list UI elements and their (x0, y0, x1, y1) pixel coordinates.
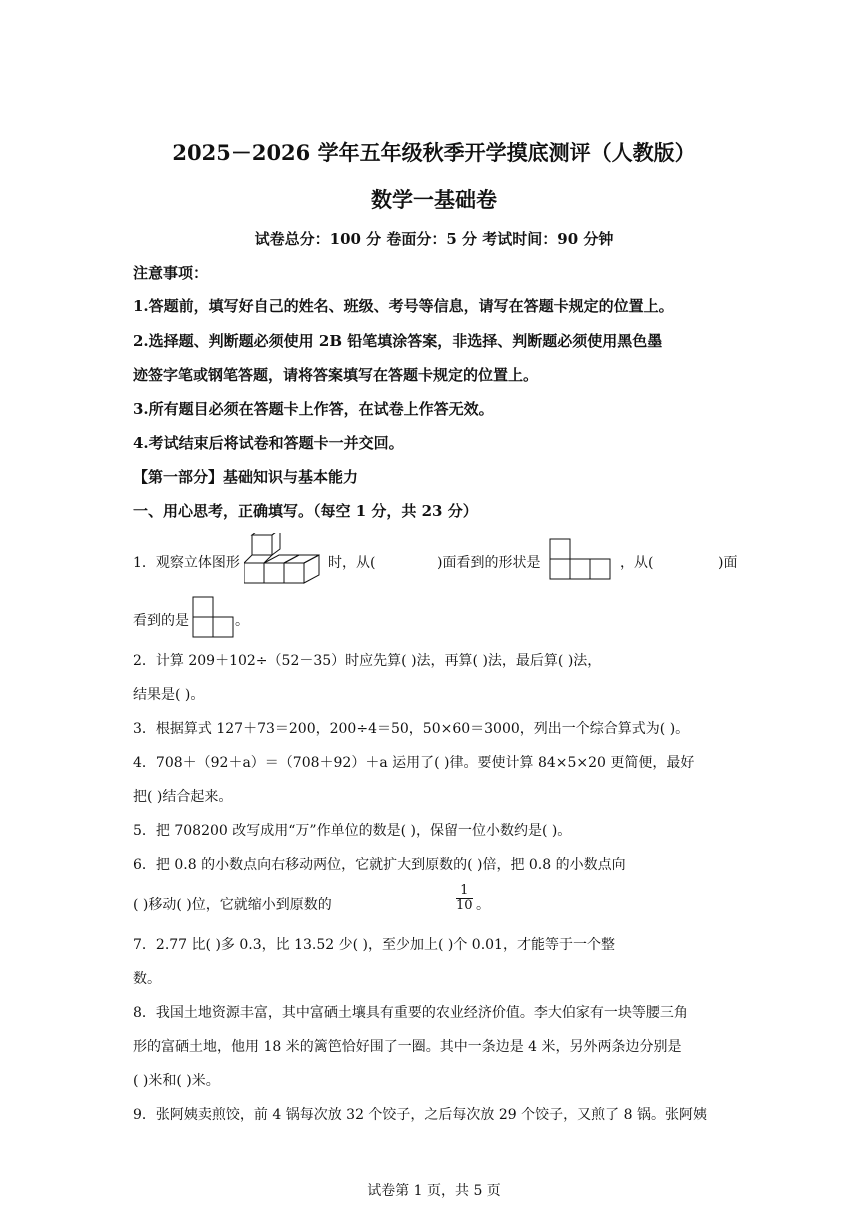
fraction-denominator: 10 (456, 898, 473, 913)
question-line: 形的富硒土地，他用 18 米的篱笆恰好围了一圈。其中一条边是 4 米，另外两条边分别是 (133, 1039, 682, 1055)
page-footer: 试卷第 1 页，共 5 页 (367, 1183, 501, 1199)
q1-text: )面看到的形状是 (437, 555, 541, 571)
question-line: 2．计算 209＋102÷（52－35）时应先算( )法，再算( )法，最后算( )法， (133, 653, 602, 669)
question-line: 5．把 708200 改写成用“万”作单位的数是( )，保留一位小数约是( )。 (133, 823, 572, 839)
fraction-numerator: 1 (456, 884, 473, 899)
exam-meta: 试卷总分：100 分 卷面分：5 分 考试时间：90 分钟 (254, 230, 614, 248)
question-line: 7．2.77 比( )多 0.3，比 13.52 少( )，至少加上( )个 0.01，才能等于一个整 (133, 937, 615, 953)
cube-solid-figure (244, 533, 328, 585)
page-subtitle: 数学一基础卷 (371, 187, 497, 212)
note-item: 1.答题前，填写好自己的姓名、班级、考号等信息，请写在答题卡规定的位置上。 (133, 297, 674, 315)
view-shape-side (192, 596, 236, 640)
q1-text: )面 (718, 555, 738, 571)
section-heading: 一、用心思考，正确填写。（每空 1 分，共 23 分） (133, 502, 478, 520)
question-line: ( )移动( )位，它就缩小到原数的 (133, 897, 332, 913)
question-line: 结果是( )。 (133, 687, 205, 703)
question-line: 9．张阿姨卖煎饺，前 4 锅每次放 32 个饺子，之后每次放 29 个饺子，又煎了 8 锅。张阿姨 (133, 1107, 707, 1123)
question-line: 数。 (133, 971, 161, 987)
question-line: 4．708＋（92＋a）＝（708＋92）＋a 运用了( )律。要使计算 84×5×20 更简便，最好 (133, 755, 695, 771)
part-heading: 【第一部分】基础知识与基本能力 (133, 468, 359, 486)
view-shape-front (549, 538, 613, 582)
question-line: 。 (476, 897, 490, 913)
note-item: 迹签字笔或钢笔答题，请将答案填写在答题卡规定的位置上。 (133, 366, 539, 384)
note-item: 4.考试结束后将试卷和答题卡一并交回。 (133, 434, 404, 452)
q1-text: 看到的是 (133, 613, 189, 629)
notes-heading: 注意事项： (133, 264, 209, 282)
q1-text: ，从( (620, 555, 654, 571)
question-line: 3．根据算式 127＋73＝200，200÷4＝50，50×60＝3000，列出一个综合算式为( )。 (133, 721, 690, 737)
q1-text: 。 (235, 613, 249, 629)
question-line: 6．把 0.8 的小数点向右移动两位，它就扩大到原数的( )倍，把 0.8 的小数点向 (133, 857, 626, 873)
note-item: 3.所有题目必须在答题卡上作答，在试卷上作答无效。 (133, 400, 494, 418)
note-item: 2.选择题、判断题必须使用 2B 铅笔填涂答案，非选择、判断题必须使用黑色墨 (133, 332, 663, 350)
question-line: ( )米和( )米。 (133, 1073, 220, 1089)
page-title: 2025－2026 学年五年级秋季开学摸底测评（人教版） (172, 140, 696, 165)
q1-text: 1．观察立体图形 (133, 555, 240, 571)
question-line: 8．我国土地资源丰富，其中富硒土壤具有重要的农业经济价值。李大伯家有一块等腰三角 (133, 1005, 688, 1021)
q1-text: 时，从( (328, 555, 376, 571)
fraction-one-tenth (456, 884, 473, 913)
question-line: 把( )结合起来。 (133, 789, 233, 805)
